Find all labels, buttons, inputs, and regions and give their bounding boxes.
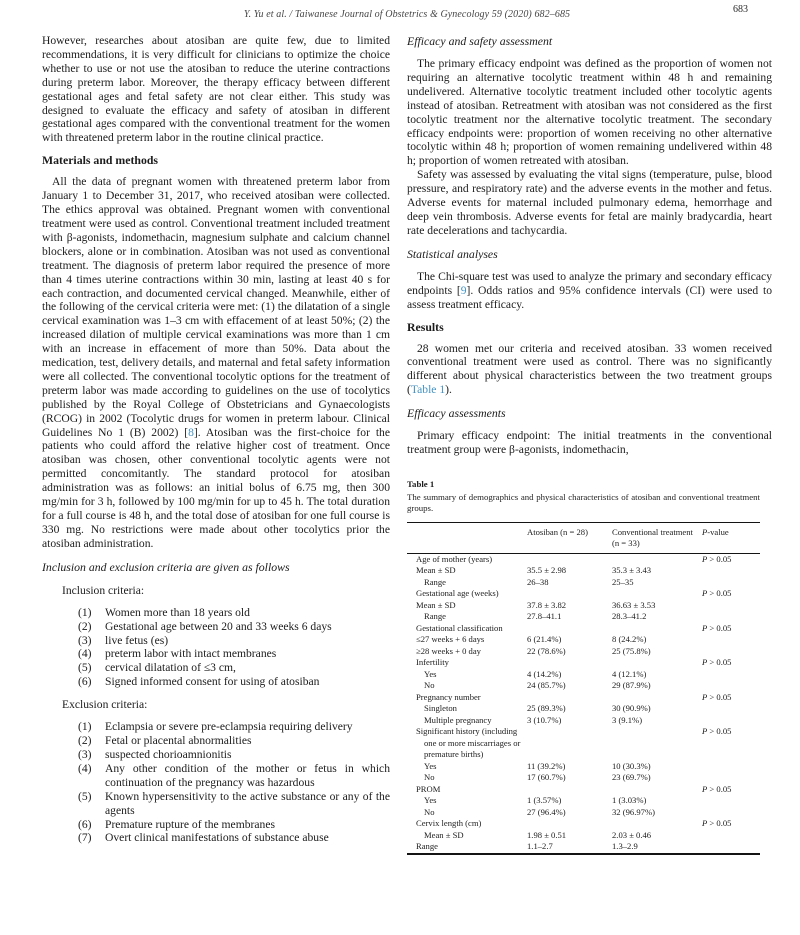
table-row [407, 611, 760, 623]
inclusion-criteria-label: Inclusion criteria: [62, 583, 145, 597]
efficacy-paragraph-2: Safety was assessed by evaluating the vital signs (temperature, pulse, blood pressure, and respiratory rate) and the adverse events in the mother and fetus. Adverse events for maternal included pulmonary edema, hemorrhage and deep vein thrombosis. Adverse events for fetal are mainly bradycardia, heart rate decelerations and tachycardia. [407, 168, 772, 237]
list-item-text: live fetus (es) [105, 633, 169, 647]
conventional-cell [612, 784, 702, 796]
ref-8-link[interactable]: 8 [188, 425, 194, 439]
pvalue-cell [702, 565, 760, 577]
atosiban-cell [527, 657, 612, 669]
list-item-number: (2) [78, 734, 92, 748]
text-run: > 0.05 [707, 783, 732, 794]
conventional-cell [612, 588, 702, 600]
text-run: The Chi-square test was used to analyze the primary and secondary efficacy endpoints [ [407, 269, 772, 297]
table-row [407, 553, 760, 565]
row-label-cell: Multiple pregnancy [424, 714, 492, 725]
atosiban-cell [527, 784, 612, 796]
text-run: > 0.05 [707, 588, 732, 599]
list-item-text: Eclampsia or severe pre-eclampsia requiring delivery [105, 720, 353, 734]
text-run: P [702, 691, 708, 702]
list-item-text: Premature rupture of the membranes [105, 817, 275, 831]
atosiban-cell: 6 (21.4%) [527, 634, 562, 645]
materials-methods-heading: Materials and methods [42, 153, 158, 168]
conventional-cell: 25–35 [612, 576, 634, 587]
list-item [78, 790, 390, 818]
atosiban-cell: 25 (89.3%) [527, 703, 566, 714]
criteria-heading: Inclusion and exclusion criteria are given as follows [42, 559, 290, 574]
list-item-number: (5) [78, 789, 92, 803]
text-run: > 0.05 [707, 553, 732, 564]
left-column [42, 34, 390, 855]
atosiban-cell: 11 (39.2%) [527, 760, 566, 771]
list-item [78, 734, 390, 748]
list-item-number: (6) [78, 817, 92, 831]
pvalue-cell [702, 623, 760, 635]
text-run: > 0.05 [707, 818, 732, 829]
table-1-caption: The summary of demographics and physical characteristics of atosiban and conventional treatment groups. [407, 491, 760, 513]
list-item-number: (5) [78, 661, 92, 675]
atosiban-cell: 37.8 ± 3.82 [527, 599, 567, 610]
table-row [407, 600, 760, 612]
conventional-cell: 10 (30.3%) [612, 760, 651, 771]
list-item [78, 606, 390, 620]
table-row [407, 761, 760, 773]
text-run: > 0.05 [707, 726, 732, 737]
list-item [78, 647, 390, 661]
pvalue-cell [702, 577, 760, 589]
list-item-text: Known hypersensitivity to the active substance or any of the agents [105, 789, 390, 817]
row-label-cell: Mean ± SD [424, 829, 464, 840]
conventional-cell: 3 (9.1%) [612, 714, 643, 725]
text-run: P [702, 726, 708, 737]
list-item [78, 748, 390, 762]
table-row [407, 703, 760, 715]
row-label-cell: Age of mother (years) [416, 553, 493, 564]
efficacy-assessments-heading: Efficacy assessments [407, 406, 506, 421]
table-row [407, 807, 760, 819]
list-item [78, 720, 390, 734]
atosiban-cell: 1 (3.57%) [527, 795, 562, 806]
row-label-cell: Range [424, 576, 446, 587]
row-label-cell: Yes [424, 760, 437, 771]
list-item-text: Any other condition of the mother or fetus in which continuation of the pregnancy was hazardous [105, 761, 390, 789]
conventional-cell [612, 623, 702, 635]
pvalue-cell [702, 772, 760, 784]
table-row [407, 784, 760, 796]
pvalue-cell [702, 830, 760, 842]
ref-9-link[interactable]: 9 [460, 283, 467, 297]
list-item-number: (4) [78, 647, 92, 661]
list-item-number: (3) [78, 747, 92, 761]
table-1-label: Table 1 [407, 478, 435, 489]
table-row [407, 795, 760, 807]
list-item-text: preterm labor with intact membranes [105, 647, 277, 661]
row-label-cell: Mean ± SD [416, 565, 456, 576]
pvalue-cell [702, 588, 760, 600]
demographics-table [407, 522, 760, 855]
table-row [407, 623, 760, 635]
atosiban-cell [527, 692, 612, 704]
conventional-cell: 28.3–41.2 [612, 611, 647, 622]
atosiban-cell: 3 (10.7%) [527, 714, 562, 725]
row-label-cell: Gestational classification [416, 622, 503, 633]
list-item-number: (7) [78, 831, 92, 845]
pvalue-cell [702, 657, 760, 669]
conventional-cell: 32 (96.97%) [612, 806, 655, 817]
row-label-cell: Infertility [416, 657, 449, 668]
conventional-cell: 23 (69.7%) [612, 772, 651, 783]
atosiban-cell: 22 (78.6%) [527, 645, 566, 656]
text-run: ]. Odds ratios and 95% confidence intervals (CI) were used to assess treatment efficacy. [407, 283, 773, 311]
pvalue-cell [702, 761, 760, 773]
efficacy-paragraph-1: The primary efficacy endpoint was defined as the proportion of women not requiring an alternative tocolytic treatment within 48 h and remaining undelivered. Alternative tocolytic treatment included other tocolytic agents instead of atosiban. Retreatment with atosiban was not considered as the first tocolytic treatment nor the alternative tocolytic treatment. The secondary efficacy endpoints were: proportion of women receiving no other alternative tocolytic within 48 h; proportion of women remaining undelivered within 48 h; proportion of women retreated with atosiban. [407, 57, 772, 168]
right-column [407, 34, 772, 855]
list-item-text: Gestational age between 20 and 33 weeks 6 days [105, 619, 332, 633]
statistical-analyses-heading: Statistical analyses [407, 246, 498, 261]
text-run: > 0.05 [707, 657, 732, 668]
conventional-cell: 2.03 ± 0.46 [612, 829, 652, 840]
text-run: P [702, 553, 708, 564]
text-run: P [702, 526, 708, 537]
pvalue-cell [702, 692, 760, 704]
pvalue-cell [702, 669, 760, 681]
row-label-cell: No [424, 772, 435, 783]
table-header-row [407, 522, 760, 553]
row-label-cell: ≥28 weeks + 0 day [416, 645, 481, 656]
atosiban-cell [527, 588, 612, 600]
row-label-cell: Range [416, 841, 438, 852]
table-row [407, 680, 760, 692]
pvalue-cell [702, 795, 760, 807]
row-label-cell: No [424, 680, 435, 691]
list-item [78, 675, 390, 689]
row-label-cell: Singleton [424, 703, 457, 714]
table-row [407, 841, 760, 854]
list-item-number: (3) [78, 633, 92, 647]
list-item-number: (2) [78, 619, 92, 633]
row-label-cell: Range [424, 611, 446, 622]
list-item-text: Women more than 18 years old [105, 605, 250, 619]
text-run: -value [707, 526, 729, 537]
atosiban-cell [527, 553, 612, 565]
running-head: Y. Yu et al. / Taiwanese Journal of Obstetrics & Gynecology 59 (2020) 682–685 [243, 9, 571, 20]
statistical-paragraph [407, 270, 772, 312]
table-row [407, 830, 760, 842]
list-item-number: (1) [78, 605, 92, 619]
pvalue-cell [702, 634, 760, 646]
row-label-cell: ≤27 weeks + 6 days [416, 634, 485, 645]
conventional-cell: 1 (3.03%) [612, 795, 647, 806]
list-item-number: (1) [78, 720, 92, 734]
list-item-text: suspected chorioamnionitis [105, 747, 232, 761]
list-item [78, 818, 390, 832]
conventional-cell: 29 (87.9%) [612, 680, 651, 691]
conventional-cell: 36.63 ± 3.53 [612, 599, 656, 610]
pvalue-cell [702, 680, 760, 692]
text-run: > 0.05 [707, 622, 732, 633]
table-row [407, 818, 760, 830]
list-item-number: (4) [78, 761, 92, 775]
table-row [407, 715, 760, 727]
row-label-cell: Yes [424, 795, 437, 806]
pvalue-cell [702, 553, 760, 565]
conventional-cell [612, 657, 702, 669]
atosiban-cell [527, 623, 612, 635]
table-row [407, 634, 760, 646]
list-item [78, 634, 390, 648]
pvalue-cell [702, 784, 760, 796]
header-cell-conventional: Conventional treatment (n = 33) [612, 522, 702, 553]
exclusion-criteria-label: Exclusion criteria: [62, 698, 148, 712]
row-label-cell: Significant history (including one or more miscarriages or premature births) [416, 726, 521, 760]
list-item-text: Overt clinical manifestations of substance abuse [105, 831, 329, 845]
atosiban-cell: 27 (96.4%) [527, 806, 566, 817]
results-heading: Results [407, 319, 444, 334]
list-item [78, 831, 390, 845]
header-cell-pvalue [702, 522, 760, 553]
table-row [407, 565, 760, 577]
page-number: 683 [733, 4, 748, 15]
pvalue-cell [702, 841, 760, 854]
table-row [407, 577, 760, 589]
list-item [78, 762, 390, 790]
text-run: ]. Atosiban was the first-choice for the patients who could afford the relative higher cost of treatment. Once atosiban was chosen, other conventional tocolytic agents were not permitted concomitantly. The standard protocol for atosiban administration was as follows: an initial bolus of 6.75 mg, then 300 mg/min for 3 h, followed by 100 mg/min for up to 45 h. The total duration for a full course is 48 h, and the total dose of atosiban for one full course is 330 mg. No restrictions were made about other tocolytics prior the atosiban administration. [42, 425, 390, 550]
table-1 [407, 479, 760, 855]
conventional-cell: 4 (12.1%) [612, 668, 647, 679]
assessments-paragraph: Primary efficacy endpoint: The initial treatments in the conventional treatment group were β-agonists, indomethacin, [407, 429, 772, 457]
row-label-cell: PROM [416, 783, 441, 794]
atosiban-cell: 27.8–41.1 [527, 611, 562, 622]
methods-paragraph [42, 175, 390, 550]
pvalue-cell [702, 715, 760, 727]
table-row [407, 646, 760, 658]
list-item [78, 620, 390, 634]
text-run: All the data of pregnant women with threatened preterm labor from January 1 to December 31, 2017, who received atosiban were collected. The ethics approval was obtained. Pregnant women with conventional treatment were used as control. Conventional treatment included treatment with β-agonists, indomethacin, magnesium sulphate and calcium channel blockers, alone or in combination. Atosiban was not used as conventional treatment. The diagnosis of preterm labor required the presence of more than 4 times uterine contractions within 30 min, lasting at least 40 s for each contraction, and documented cervical changed. Meanwhile, either of the following of the cervical criteria were met: (1) the dilatation of a single cervical examination was 1–3 cm with effacement of at least 50%; (2) the increased dilation of multiple cervical examinations was more than 1 cm with an increase in effacement of more than 50%. Data about the medication, test, delivery details, and maternal and fetal safety information were all collected. The conventional tocolytic options for the treatment of preterm labor was made according to guidelines on the use of tocolytics published by the Royal College of Obstetricians and Gynaecologists (RCOG) in 2002 (Tocolytic drugs for women in preterm labour. Clinical Guidelines No 1 (B) 2002) [ [42, 175, 390, 439]
table-row [407, 669, 760, 681]
atosiban-cell [527, 726, 612, 761]
table-row [407, 588, 760, 600]
row-label-cell: Cervix length (cm) [416, 818, 482, 829]
conventional-cell [612, 818, 702, 830]
atosiban-cell: 24 (85.7%) [527, 680, 566, 691]
table-row [407, 657, 760, 669]
row-label-cell: No [424, 806, 435, 817]
table-row [407, 726, 760, 761]
conventional-cell: 30 (90.9%) [612, 703, 651, 714]
atosiban-cell [527, 818, 612, 830]
list-item-number: (6) [78, 675, 92, 689]
journal-header [42, 4, 772, 18]
pvalue-cell [702, 611, 760, 623]
atosiban-cell: 26–38 [527, 576, 549, 587]
pvalue-cell [702, 807, 760, 819]
conventional-cell: 35.3 ± 3.43 [612, 565, 652, 576]
atosiban-cell: 1.1–2.7 [527, 841, 553, 852]
conventional-cell: 25 (75.8%) [612, 645, 651, 656]
pvalue-cell [702, 600, 760, 612]
text-run: ). [445, 383, 452, 397]
conventional-cell: 8 (24.2%) [612, 634, 647, 645]
atosiban-cell: 4 (14.2%) [527, 668, 562, 679]
results-paragraph [407, 342, 772, 398]
row-label-cell: Yes [424, 668, 437, 679]
table-row [407, 692, 760, 704]
atosiban-cell: 17 (60.7%) [527, 772, 566, 783]
pvalue-cell [702, 818, 760, 830]
text-run: P [702, 657, 708, 668]
table-row [407, 772, 760, 784]
table-body [407, 553, 760, 854]
header-cell-empty [407, 522, 527, 553]
table-1-link[interactable]: Table 1 [410, 383, 446, 397]
row-label-cell: Gestational age (weeks) [416, 588, 499, 599]
list-item-text: cervical dilatation of ≤3 cm, [105, 661, 236, 675]
conventional-cell [612, 553, 702, 565]
conventional-cell [612, 726, 702, 761]
conventional-cell: 1.3–2.9 [612, 841, 638, 852]
text-run: P [702, 622, 708, 633]
pvalue-cell [702, 726, 760, 761]
conventional-cell [612, 692, 702, 704]
atosiban-cell: 35.5 ± 2.98 [527, 565, 567, 576]
inclusion-criteria-list [78, 606, 390, 689]
text-run: P [702, 588, 708, 599]
list-item-text: Signed informed consent for using of atosiban [105, 675, 320, 689]
list-item [78, 661, 390, 675]
pvalue-cell [702, 703, 760, 715]
intro-paragraph: However, researches about atosiban are quite few, due to limited recommendations, it is very difficult for clinicians to optimize the choice whether to use or not use the atosiban to reduce the uterine contractions during preterm labor. Moreover, the therapy efficacy between different gestational ages and fetal safety are not clear either. This study was designed to evaluate the efficacy and safety of atosiban in different gestational ages compared with the conventional treatment for the women with threatened preterm labor in the routine clinical practice. [42, 34, 390, 145]
header-cell-atosiban: Atosiban (n = 28) [527, 522, 612, 553]
row-label-cell: Pregnancy number [416, 691, 481, 702]
text-run: P [702, 818, 708, 829]
text-run: 28 women met our criteria and received atosiban. 33 women received conventional treatment were used as control. There was no significantly different about physical characteristics between the two treatment groups ( [407, 341, 772, 397]
two-column-layout [42, 34, 772, 855]
text-run: > 0.05 [707, 691, 732, 702]
list-item-text: Fetal or placental abnormalities [105, 734, 252, 748]
pvalue-cell [702, 646, 760, 658]
efficacy-safety-heading: Efficacy and safety assessment [407, 34, 553, 48]
exclusion-criteria-list [78, 720, 390, 845]
text-run: P [702, 783, 708, 794]
row-label-cell: Mean ± SD [416, 599, 456, 610]
atosiban-cell: 1.98 ± 0.51 [527, 829, 567, 840]
